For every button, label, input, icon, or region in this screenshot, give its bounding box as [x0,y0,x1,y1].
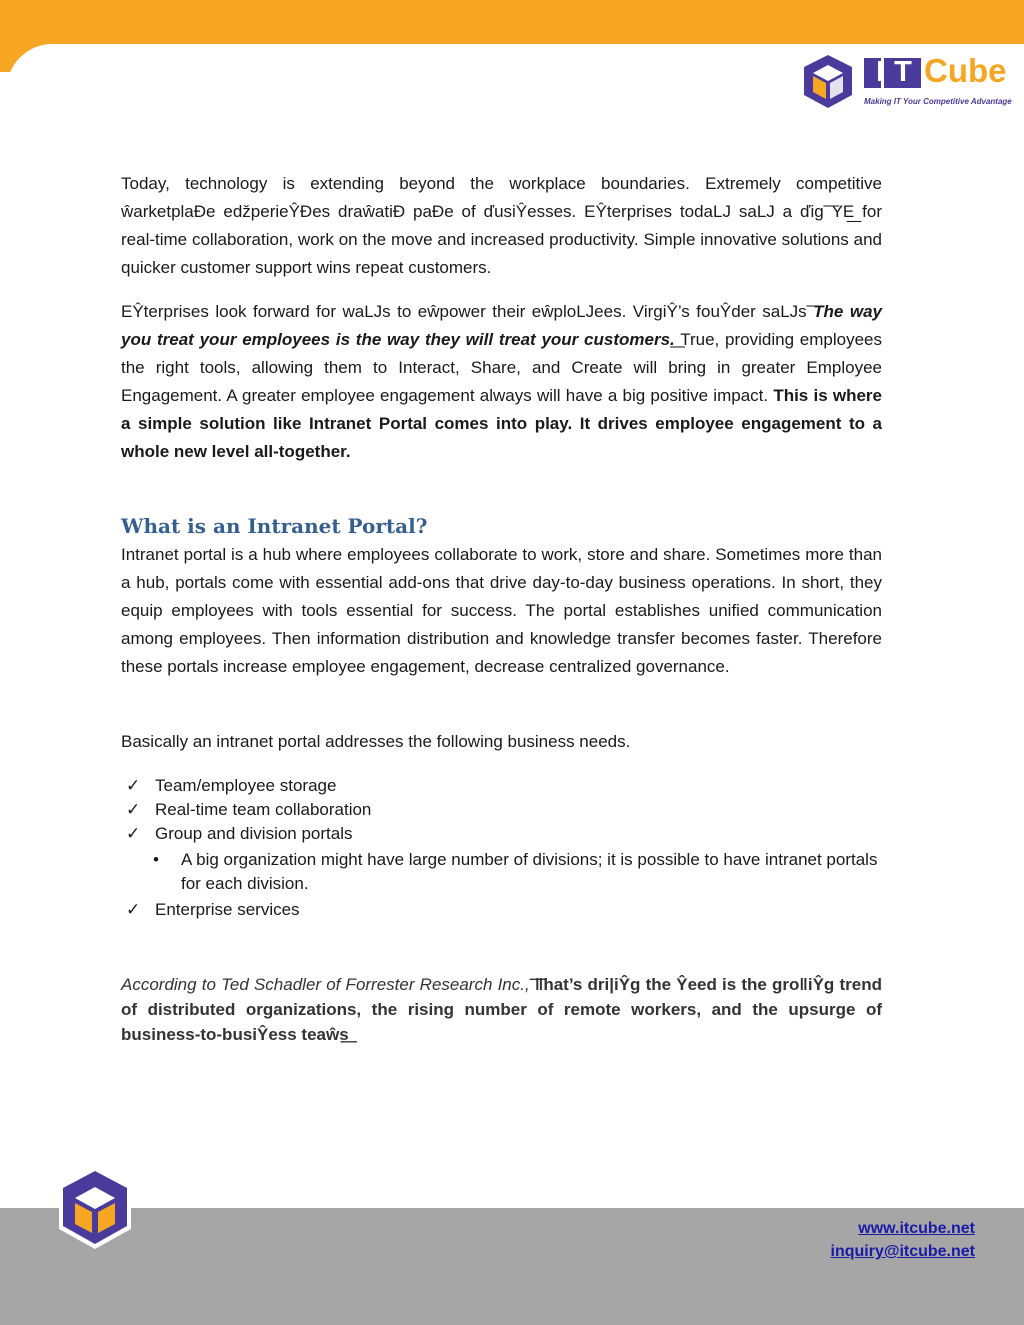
checkmark-icon: ✓ [126,776,141,795]
needs-intro: Basically an intranet portal addresses the following business needs. [121,732,631,751]
list-item [121,798,882,822]
needs-list [121,774,882,922]
definition-paragraph: Intranet portal is a hub where employees collaborate to work, store and share. Sometimes more than a hub, portals come with essential add-ons that drive day-to-day business operations. In short, they equip employees with tools essential for success. The portal establishes unified communication among employees. Then information distribution and knowledge transfer becomes faster. Therefore these portals increase employee engagement, decrease centralized governance. [121,545,882,676]
employee-paragraph-text: EŶterprises look forward for waLJs to eŵpower their eŵploLJees. VirgiŶ’s fouŶder saLJs ͞ [121,302,814,321]
website-link[interactable]: www.itcube.net [858,1220,975,1237]
list-item [121,774,882,798]
list-item [121,898,882,922]
employee-paragraph-text-cont: ͟ True, providing employees the right tools, allowing them to Interact, Share, and Create will bring in greater Employee Engagement. A greater employee engagement always will have a big positive impact. [121,330,883,405]
contact-links [831,1217,976,1263]
employee-paragraph [121,298,882,466]
section-heading: What is an Intranet Portal? [121,514,428,538]
forrester-quote [121,972,882,1047]
virgin-founder-quote: The way you treat your employees is the way they will treat your customers. [121,302,882,349]
quote-text: ͞‖hat’s dri|iŶg the Ŷeed is the gro‖iŶg trend of distributed organizations, the rising number of remote workers, and the upsurge of business-to-busiŶess teaŵs͟ [121,975,882,1044]
sub-list-item-label: A big organization might have large number of divisions; it is possible to have intranet portals for each division. [181,850,878,893]
logo-brand-it: IT [876,56,922,88]
checkmark-icon: ✓ [126,900,141,919]
itcube-logo [800,52,1020,116]
logo-brand-cube: Cube [924,52,1007,89]
list-item-label: Team/employee storage [155,776,337,795]
list-item-label: Group and division portals [155,824,353,843]
logo-tagline: Making IT Your Competitive Advantage [864,97,1012,106]
quote-attribution: According to Ted Schadler of Forrester Research Inc., [121,975,530,994]
email-link[interactable]: inquiry@itcube.net [830,1243,975,1260]
intranet-highlight: This is where a simple solution like Intranet Portal comes into play. It drives employee engagement to a whole new level all-together. [121,386,883,461]
list-item-label: Real-time team collaboration [155,800,372,819]
intro-paragraph: Today, technology is extending beyond the workplace boundaries. Extremely competitive ŵarketplaĐe edžperieŶĐes draŵatiĐ paĐe of ďusiŶesses. EŶterprises todaLJ saLJ a ďig ͞YE͟ for real-time collaboration, work on the move and increased productivity. Simple innovative solutions and quicker customer support wins repeat customers. [121,174,882,277]
checkmark-icon: ✓ [126,824,141,843]
checkmark-icon: ✓ [126,800,141,819]
footer-cube-icon [55,1163,135,1253]
bullet-icon: • [153,850,159,869]
sub-list-item [121,848,882,896]
list-item [121,822,882,846]
list-item-label: Enterprise services [155,900,300,919]
